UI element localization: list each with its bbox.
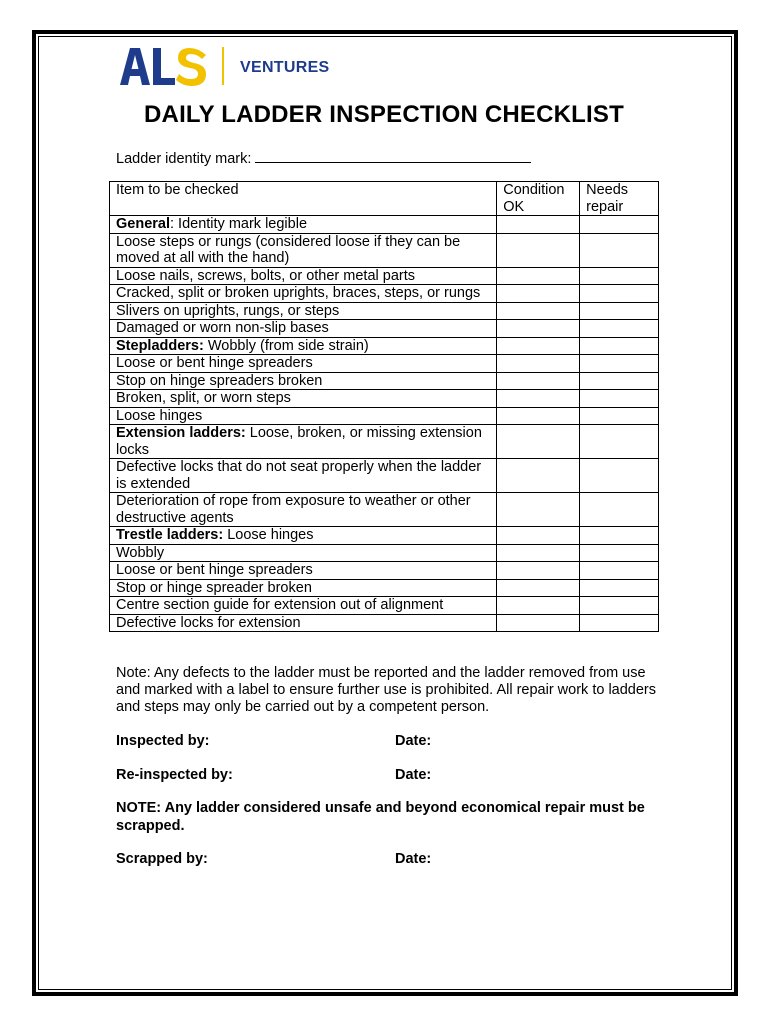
logo-divider	[222, 47, 224, 85]
item-cell	[110, 337, 497, 355]
item-text: Deterioration of rope from exposure to weather or other destructive agents	[116, 493, 471, 526]
condition-ok-cell[interactable]	[497, 459, 580, 493]
identity-mark-field[interactable]	[255, 148, 531, 163]
item-cell	[110, 216, 497, 234]
condition-ok-cell[interactable]	[497, 527, 580, 545]
als-logo-icon	[118, 45, 210, 87]
condition-ok-cell[interactable]	[497, 233, 580, 267]
item-cell	[110, 372, 497, 390]
item-category: Stepladders:	[116, 337, 204, 354]
condition-ok-cell[interactable]	[497, 285, 580, 303]
item-text: Loose or bent hinge spreaders	[116, 562, 313, 578]
item-text: Broken, split, or worn steps	[116, 390, 291, 406]
item-text: Loose hinges	[223, 527, 314, 543]
item-cell	[110, 355, 497, 373]
condition-ok-cell[interactable]	[497, 562, 580, 580]
table-row	[110, 407, 659, 425]
item-cell	[110, 493, 497, 527]
table-row	[110, 459, 659, 493]
identity-mark-line	[116, 148, 531, 167]
needs-repair-cell[interactable]	[580, 562, 659, 580]
item-cell	[110, 597, 497, 615]
needs-repair-cell[interactable]	[580, 337, 659, 355]
page-title: DAILY LADDER INSPECTION CHECKLIST	[144, 101, 624, 128]
item-text: Loose hinges	[116, 407, 203, 424]
condition-ok-cell[interactable]	[497, 579, 580, 597]
needs-repair-cell[interactable]	[580, 544, 659, 562]
condition-ok-cell[interactable]	[497, 597, 580, 615]
table-row	[110, 579, 659, 597]
item-text: Damaged or worn non-slip bases	[116, 320, 329, 336]
table-row	[110, 544, 659, 562]
item-text: Defective locks for extension	[116, 614, 301, 631]
table-row	[110, 527, 659, 545]
needs-repair-cell[interactable]	[580, 527, 659, 545]
item-text: Loose, broken, or missing extension locks	[116, 425, 482, 458]
condition-ok-cell[interactable]	[497, 493, 580, 527]
inspected-by-label: Inspected by:	[116, 733, 210, 749]
item-cell	[110, 562, 497, 580]
item-cell	[110, 544, 497, 562]
table-row	[110, 216, 659, 234]
table-row	[110, 233, 659, 267]
table-row	[110, 562, 659, 580]
item-text: Wobbly	[116, 544, 165, 561]
identity-mark-label: Ladder identity mark:	[116, 151, 252, 167]
item-cell	[110, 285, 497, 303]
table-header-row	[110, 182, 659, 216]
item-text: Cracked, split or broken uprights, braces, steps, or rungs	[116, 285, 481, 301]
item-cell	[110, 267, 497, 285]
logo-subtitle: VENTURES	[240, 59, 330, 76]
item-cell	[110, 425, 497, 459]
item-text: Loose or bent hinge spreaders	[116, 355, 313, 371]
item-text: Defective locks that do not seat properly when the ladder is extended	[116, 459, 482, 492]
item-category: Extension ladders:	[116, 425, 246, 441]
inspection-table	[109, 181, 659, 632]
needs-repair-cell[interactable]	[580, 285, 659, 303]
table-row	[110, 597, 659, 615]
header-needs-repair: Needs repair	[580, 182, 659, 216]
table-row	[110, 372, 659, 390]
item-text: Slivers on uprights, rungs, or steps	[116, 302, 340, 319]
condition-ok-cell[interactable]	[497, 320, 580, 338]
inspected-date-label: Date:	[395, 733, 432, 749]
header-condition-ok: Condition OK	[497, 182, 580, 216]
note-text: Note: Any defects to the ladder must be reported and the ladder removed from use and marked with a label to ensure further use is prohibited. All repair work to ladders and steps may only be carried out by a competent person.	[116, 665, 657, 715]
item-cell	[110, 459, 497, 493]
table-row	[110, 285, 659, 303]
condition-ok-cell[interactable]	[497, 372, 580, 390]
table-row	[110, 390, 659, 408]
item-cell	[110, 407, 497, 425]
scrap-note: NOTE: Any ladder considered unsafe and beyond economical repair must be scrapped.	[116, 800, 645, 834]
condition-ok-cell[interactable]	[497, 407, 580, 425]
item-cell	[110, 527, 497, 545]
needs-repair-cell[interactable]	[580, 493, 659, 527]
item-cell	[110, 302, 497, 320]
condition-ok-cell[interactable]	[497, 337, 580, 355]
item-text: : Identity mark legible	[170, 216, 308, 232]
item-cell	[110, 614, 497, 632]
item-category: General	[116, 216, 170, 232]
item-category: Trestle ladders:	[116, 527, 224, 543]
item-text: Centre section guide for extension out of alignment	[116, 597, 444, 613]
condition-ok-cell[interactable]	[497, 267, 580, 285]
needs-repair-cell[interactable]	[580, 407, 659, 425]
needs-repair-cell[interactable]	[580, 320, 659, 338]
condition-ok-cell[interactable]	[497, 544, 580, 562]
needs-repair-cell[interactable]	[580, 579, 659, 597]
table-row	[110, 493, 659, 527]
table-row	[110, 302, 659, 320]
needs-repair-cell[interactable]	[580, 233, 659, 267]
needs-repair-cell[interactable]	[580, 355, 659, 373]
needs-repair-cell[interactable]	[580, 597, 659, 615]
item-cell	[110, 579, 497, 597]
item-cell	[110, 233, 497, 267]
needs-repair-cell[interactable]	[580, 302, 659, 320]
item-cell	[110, 390, 497, 408]
needs-repair-cell[interactable]	[580, 459, 659, 493]
table-row	[110, 337, 659, 355]
company-logo	[118, 44, 330, 88]
reinspected-date-label: Date:	[395, 767, 432, 783]
item-cell	[110, 320, 497, 338]
item-text: Stop on hinge spreaders broken	[116, 372, 323, 389]
condition-ok-cell[interactable]	[497, 216, 580, 234]
table-row	[110, 320, 659, 338]
item-text: Stop or hinge spreader broken	[116, 579, 312, 596]
scrapped-date-label: Date:	[395, 851, 432, 867]
needs-repair-cell[interactable]	[580, 425, 659, 459]
needs-repair-cell[interactable]	[580, 390, 659, 408]
needs-repair-cell[interactable]	[580, 614, 659, 632]
table-row	[110, 614, 659, 632]
condition-ok-cell[interactable]	[497, 390, 580, 408]
condition-ok-cell[interactable]	[497, 614, 580, 632]
header-item: Item to be checked	[110, 182, 497, 216]
item-text: Wobbly (from side strain)	[203, 337, 369, 354]
reinspected-by-label: Re-inspected by:	[116, 767, 233, 783]
needs-repair-cell[interactable]	[580, 372, 659, 390]
scrapped-by-label: Scrapped by:	[116, 851, 208, 867]
item-text: Loose steps or rungs (considered loose if they can be moved at all with the hand)	[116, 233, 461, 266]
condition-ok-cell[interactable]	[497, 302, 580, 320]
needs-repair-cell[interactable]	[580, 216, 659, 234]
item-text: Loose nails, screws, bolts, or other metal parts	[116, 267, 415, 284]
condition-ok-cell[interactable]	[497, 355, 580, 373]
table-row	[110, 355, 659, 373]
needs-repair-cell[interactable]	[580, 267, 659, 285]
table-row	[110, 267, 659, 285]
condition-ok-cell[interactable]	[497, 425, 580, 459]
table-row	[110, 425, 659, 459]
